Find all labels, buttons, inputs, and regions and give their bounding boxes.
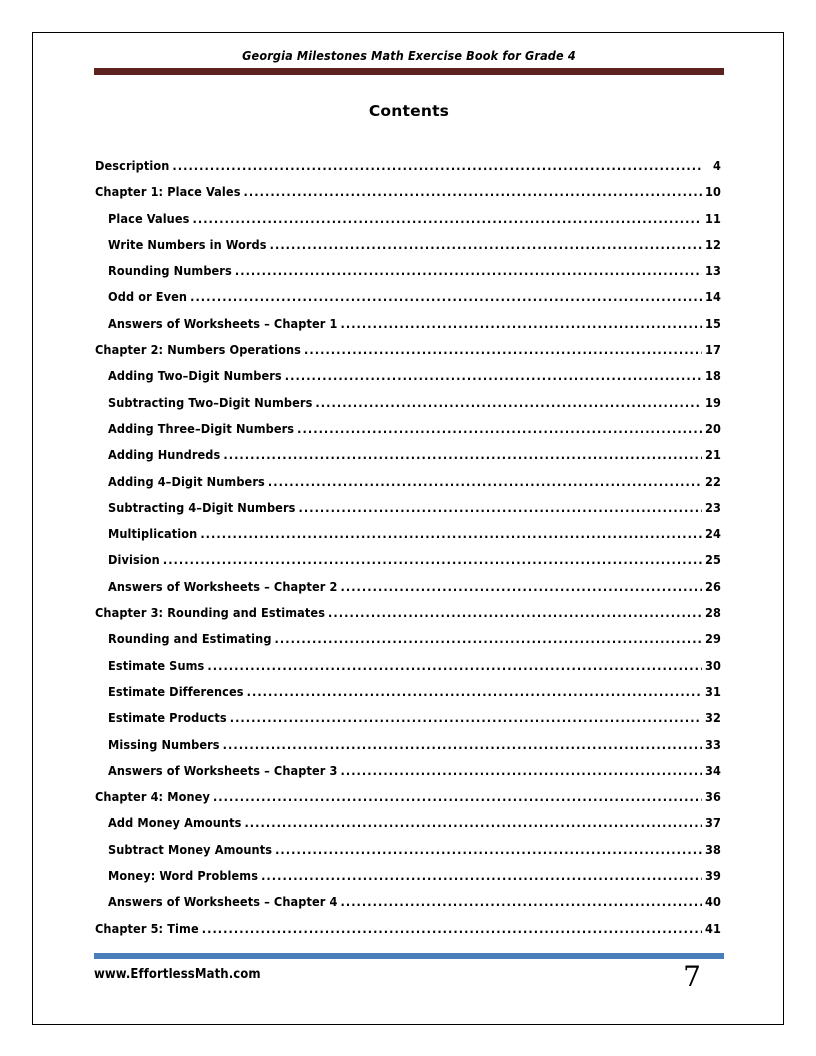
toc-leader-dots — [207, 658, 702, 671]
toc-entry-label: Chapter 4: Money — [95, 789, 210, 805]
toc-entry-label: Money: Word Problems — [108, 868, 259, 884]
toc-entry[interactable] — [95, 789, 721, 815]
toc-entry-label: Chapter 1: Place Vales — [95, 184, 241, 200]
toc-entry[interactable] — [95, 368, 721, 394]
toc-entry[interactable] — [95, 342, 721, 368]
toc-leader-dots — [340, 316, 702, 329]
toc-leader-dots — [340, 894, 702, 907]
toc-leader-dots — [200, 526, 702, 539]
table-of-contents — [95, 158, 721, 947]
toc-leader-dots — [172, 158, 702, 171]
toc-leader-dots — [328, 605, 702, 618]
toc-entry-label: Write Numbers in Words — [108, 236, 267, 252]
toc-entry-label: Subtracting 4–Digit Numbers — [108, 499, 296, 515]
toc-entry-label: Estimate Products — [108, 710, 227, 726]
toc-entry-label: Division — [108, 552, 160, 568]
toc-entry-label: Place Values — [108, 210, 190, 226]
toc-entry-label: Adding Two–Digit Numbers — [108, 368, 282, 384]
toc-entry-label: Description — [95, 158, 170, 173]
toc-entry-page-number: 38 — [705, 841, 721, 857]
toc-entry-label: Odd or Even — [108, 289, 188, 305]
toc-leader-dots — [235, 263, 702, 276]
toc-entry-page-number: 13 — [705, 263, 721, 279]
toc-leader-dots — [230, 710, 702, 723]
toc-entry-label: Add Money Amounts — [108, 815, 242, 831]
toc-entry[interactable] — [95, 447, 721, 473]
toc-leader-dots — [270, 237, 702, 250]
toc-entry[interactable] — [95, 921, 721, 947]
toc-entry[interactable] — [95, 737, 721, 763]
toc-leader-dots — [244, 184, 702, 197]
toc-entry-label: Answers of Worksheets – Chapter 4 — [108, 894, 338, 910]
toc-entry[interactable] — [95, 842, 721, 868]
toc-entry-page-number: 34 — [705, 762, 721, 778]
toc-leader-dots — [192, 211, 702, 224]
toc-entry-page-number: 36 — [705, 789, 721, 805]
toc-entry-page-number: 23 — [705, 499, 721, 515]
toc-entry-page-number: 10 — [705, 184, 721, 200]
footer-website-url: www.EffortlessMath.com — [94, 967, 261, 982]
toc-entry-label: Adding 4–Digit Numbers — [108, 473, 265, 489]
toc-entry-page-number: 39 — [705, 868, 721, 884]
toc-entry[interactable] — [95, 421, 721, 447]
footer-rule — [94, 953, 724, 959]
toc-entry[interactable] — [95, 868, 721, 894]
toc-entry-label: Chapter 3: Rounding and Estimates — [95, 605, 326, 621]
toc-entry-page-number: 33 — [705, 736, 721, 752]
toc-entry-label: Missing Numbers — [108, 736, 220, 752]
toc-entry[interactable] — [95, 579, 721, 605]
toc-entry-label: Estimate Differences — [108, 683, 244, 699]
toc-entry[interactable] — [95, 289, 721, 315]
toc-entry-page-number: 32 — [705, 710, 721, 726]
toc-entry-page-number: 17 — [705, 342, 721, 358]
toc-entry-label: Rounding Numbers — [108, 263, 232, 279]
toc-entry-page-number: 4 — [713, 158, 721, 173]
toc-entry-page-number: 30 — [705, 657, 721, 673]
toc-entry[interactable] — [95, 474, 721, 500]
toc-entry-label: Multiplication — [108, 526, 198, 542]
toc-leader-dots — [190, 289, 702, 302]
toc-entry[interactable] — [95, 526, 721, 552]
toc-entry-label: Subtracting Two–Digit Numbers — [108, 394, 313, 410]
page-title: Contents — [368, 102, 450, 120]
toc-entry[interactable] — [95, 184, 721, 210]
toc-entry[interactable] — [95, 395, 721, 421]
toc-entry-label: Answers of Worksheets – Chapter 2 — [108, 578, 338, 594]
running-header — [94, 48, 724, 75]
toc-entry[interactable] — [95, 500, 721, 526]
toc-entry-page-number: 11 — [705, 210, 721, 226]
toc-entry-page-number: 21 — [705, 447, 721, 463]
toc-leader-dots — [275, 631, 702, 644]
toc-entry-label: Estimate Sums — [108, 657, 205, 673]
toc-entry-label: Answers of Worksheets – Chapter 3 — [108, 762, 338, 778]
toc-entry-page-number: 37 — [705, 815, 721, 831]
toc-entry-page-number: 12 — [705, 236, 721, 252]
toc-entry-page-number: 26 — [705, 578, 721, 594]
toc-entry-label: Chapter 5: Time — [95, 920, 199, 936]
toc-entry-label: Adding Hundreds — [108, 447, 221, 463]
toc-entry[interactable] — [95, 658, 721, 684]
toc-entry-page-number: 18 — [705, 368, 721, 384]
toc-entry[interactable] — [95, 552, 721, 578]
toc-entry-label: Chapter 2: Numbers Operations — [95, 342, 302, 358]
toc-leader-dots — [223, 447, 702, 460]
toc-entry-label: Answers of Worksheets – Chapter 1 — [108, 315, 338, 331]
toc-leader-dots — [275, 842, 702, 855]
toc-entry-page-number: 24 — [705, 526, 721, 542]
toc-leader-dots — [163, 552, 702, 565]
footer-page-number: 7 — [683, 960, 701, 993]
toc-entry-page-number: 29 — [705, 631, 721, 647]
toc-entry[interactable] — [95, 237, 721, 263]
toc-entry[interactable] — [95, 158, 721, 184]
toc-entry-page-number: 14 — [705, 289, 721, 305]
toc-entry-page-number: 22 — [705, 473, 721, 489]
toc-entry[interactable] — [95, 263, 721, 289]
toc-entry[interactable] — [95, 316, 721, 342]
toc-leader-dots — [340, 763, 702, 776]
toc-entry-label: Rounding and Estimating — [108, 631, 272, 647]
toc-entry-label: Subtract Money Amounts — [108, 841, 273, 857]
toc-entry[interactable] — [95, 605, 721, 631]
toc-leader-dots — [223, 737, 702, 750]
toc-entry[interactable] — [95, 684, 721, 710]
toc-entry-page-number: 28 — [705, 605, 721, 621]
toc-leader-dots — [213, 789, 702, 802]
toc-leader-dots — [285, 368, 702, 381]
toc-entry-page-number: 20 — [705, 420, 721, 436]
toc-entry[interactable] — [95, 815, 721, 841]
toc-leader-dots — [315, 395, 702, 408]
toc-leader-dots — [340, 579, 702, 592]
toc-leader-dots — [247, 684, 702, 697]
toc-entry-page-number: 19 — [705, 394, 721, 410]
toc-entry-page-number: 25 — [705, 552, 721, 568]
toc-entry-page-number: 15 — [705, 315, 721, 331]
toc-leader-dots — [297, 421, 702, 434]
toc-entry[interactable] — [95, 631, 721, 657]
toc-leader-dots — [244, 815, 702, 828]
toc-entry[interactable] — [95, 710, 721, 736]
toc-entry-page-number: 31 — [705, 683, 721, 699]
toc-leader-dots — [261, 868, 702, 881]
toc-entry-page-number: 40 — [705, 894, 721, 910]
header-rule — [94, 68, 724, 75]
toc-entry-page-number: 41 — [705, 920, 721, 936]
toc-leader-dots — [268, 474, 702, 487]
toc-entry[interactable] — [95, 763, 721, 789]
toc-leader-dots — [304, 342, 702, 355]
toc-entry-label: Adding Three–Digit Numbers — [108, 420, 295, 436]
running-header-text: Georgia Milestones Math Exercise Book for Grade 4 — [242, 48, 576, 63]
toc-entry[interactable] — [95, 894, 721, 920]
toc-entry[interactable] — [95, 211, 721, 237]
toc-leader-dots — [299, 500, 703, 513]
toc-leader-dots — [202, 921, 702, 934]
